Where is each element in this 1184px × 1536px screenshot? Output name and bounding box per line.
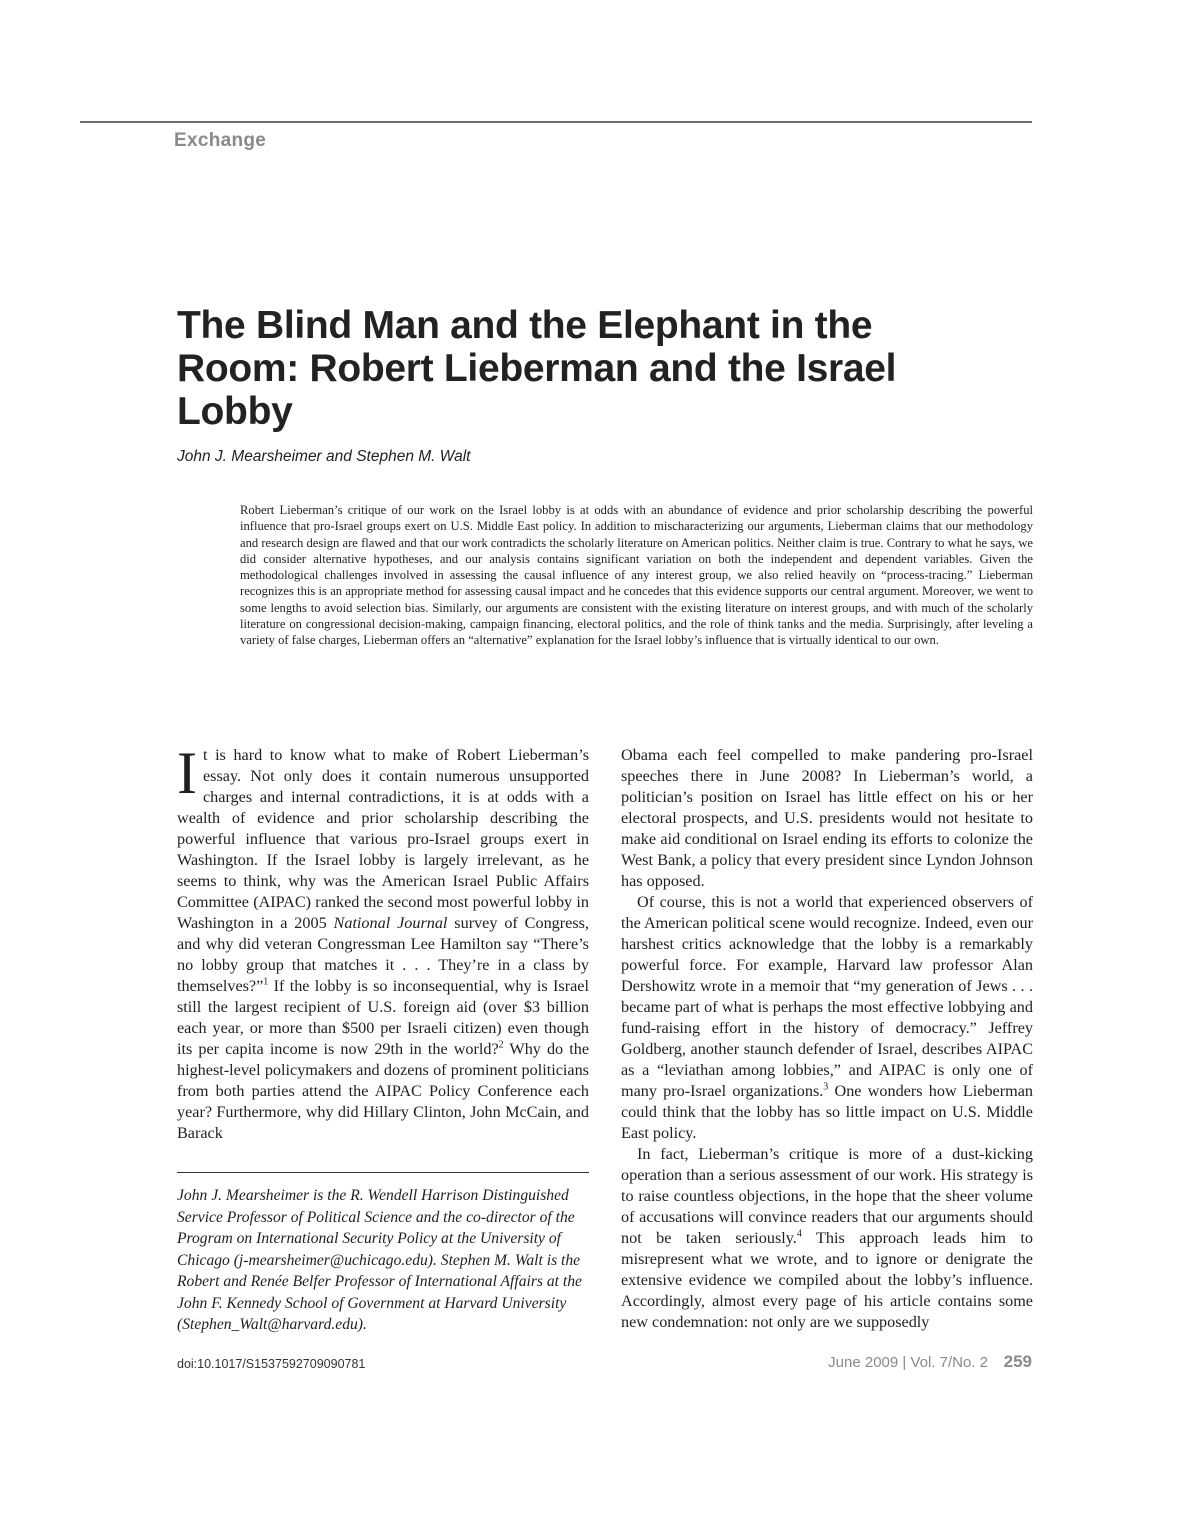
top-rule [80, 121, 1032, 123]
body-paragraph: Of course, this is not a world that experienced observers of the American political scene would recognize. Indeed, even our harshest critics acknowledge that the lobby is a remarkably powerful force. For example, Harvard law professor Alan Dershowitz wrote in a memoir that “my generation of Jews . . . became part of what is perhaps the most effective lobbying and fund-raising effort in the history of democracy.” Jeffrey Goldberg, another staunch defender of Israel, describes AIPAC as a “leviathan among lobbies,” and AIPAC is only one of many pro-Israel organizations.$^3$ One wonders how Lieberman could think that the lobby has so little impact on U.S. Middle East policy. [621, 893, 1033, 1142]
issue-info: June 2009 | Vol. 7/No. 2 [828, 1354, 988, 1371]
body-paragraph: In fact, Lieberman’s critique is more of a dust-kicking operation than a serious assessment of our work. His strategy is to raise countless objections, in the hope that the sheer volume of accusations will convince readers that our arguments should not be taken seriously.$^4$ This approach leads him to misrepresent what we wrote, and to ignore or denigrate the extensive evidence we compiled about the lobby’s influence. Accordingly, almost every page of his article contains some new condemnation: not only are we supposedly [621, 1145, 1034, 1331]
body-column-left [177, 740, 590, 1144]
body-paragraph: Obama each feel compelled to make pandering pro-Israel speeches there in June 2008? In Lieberman’s world, a politician’s position on Israel has little effect on his or her electoral prospects, and U.S. presidents would not hesitate to make aid conditional on Israel ending its efforts to colonize the West Bank, a policy that every president since Lyndon Johnson has opposed. [621, 746, 1033, 890]
journal-name: National Journal [333, 914, 448, 932]
article-authors: John J. Mearsheimer and Stephen M. Walt [177, 448, 471, 465]
doi: doi:10.1017/S1537592709090781 [177, 1357, 366, 1371]
drop-cap: I [177, 740, 197, 806]
author-note: John J. Mearsheimer is the R. Wendell Harrison Distinguished Service Professor of Political Science and the co-director of the Program on International Security Policy at the University of Chicago (j-mearsheimer@uchicago.edu). Stephen M. Walt is the Robert and Renée Belfer Professor of International Affairs at the John F. Kennedy School of Government at Harvard University (Stephen_Walt@harvard.edu). [177, 1187, 582, 1333]
footnote-ref[interactable]: 4 [796, 1228, 802, 1240]
footnote-ref[interactable]: 3 [823, 1081, 829, 1093]
body-paragraph: It is hard to know what to make of Robert Lieberman’s essay. Not only does it contain numerous unsupported charges and internal contradictions, it is at odds with a wealth of evidence and prior scholarship describing the powerful influence that various pro-Israel groups exert in Washington. If the Israel lobby is largely irrelevant, as he seems to think, why was the American Israel Public Affairs Committee (AIPAC) ranked the second most powerful lobby in Washington in a 2005 National Journal survey of Congress, and why did veteran Congressman Lee Hamilton say “There’s no lobby group that matches it . . . They’re in a class by themselves?”$^1$ If the lobby is so inconsequential, why is Israel still the largest recipient of U.S. foreign aid (over $3 billion each year, or more than $500 per Israeli citizen) even though its per capita income is now 29th in the world?$^2$ Why do the highest-level policymakers and dozens of prominent politicians from both parties attend the AIPAC Policy Conference each year? Furthermore, why did Hillary Clinton, John McCain, and Barack [177, 740, 590, 1142]
abstract: Robert Lieberman’s critique of our work on the Israel lobby is at odds with an abundance of evidence and prior scholarship describing the powerful influence that pro-Israel groups exert on U.S. Middle East policy. In addition to mischaracterizing our arguments, Lieberman claims that our methodology and research design are flawed and that our work contradicts the scholarly literature on American politics. Neither claim is true. Contrary to what he says, we did consider alternative hypotheses, and our analysis contains significant variation on both the independent and dependent variables. Given the methodological challenges involved in assessing the causal influence of any interest group, we also relied heavily on “process-tracing.” Lieberman recognizes this is an appropriate method for assessing causal impact and he concedes that this evidence supports our central argument. Moreover, we went to some lengths to avoid selection bias. Similarly, our arguments are consistent with the existing literature on interest groups, and with much of the scholarly literature on congressional decision-making, campaign financing, electoral politics, and the role of think tanks and the media. Surprisingly, after leveling a variety of false charges, Lieberman offers an “alternative” explanation for the Israel lobby’s influence that is virtually identical to our own. [240, 503, 1033, 648]
page-number: 259 [1003, 1352, 1032, 1371]
body-column-right [621, 745, 1033, 1333]
section-label: Exchange [174, 130, 267, 151]
article-title: The Blind Man and the Elephant in the Room: Robert Lieberman and the Israel Lobby [177, 304, 897, 433]
footnote-ref[interactable]: 2 [498, 1039, 504, 1051]
footnote-ref[interactable]: 1 [263, 976, 269, 988]
footnote-rule [177, 1172, 589, 1173]
